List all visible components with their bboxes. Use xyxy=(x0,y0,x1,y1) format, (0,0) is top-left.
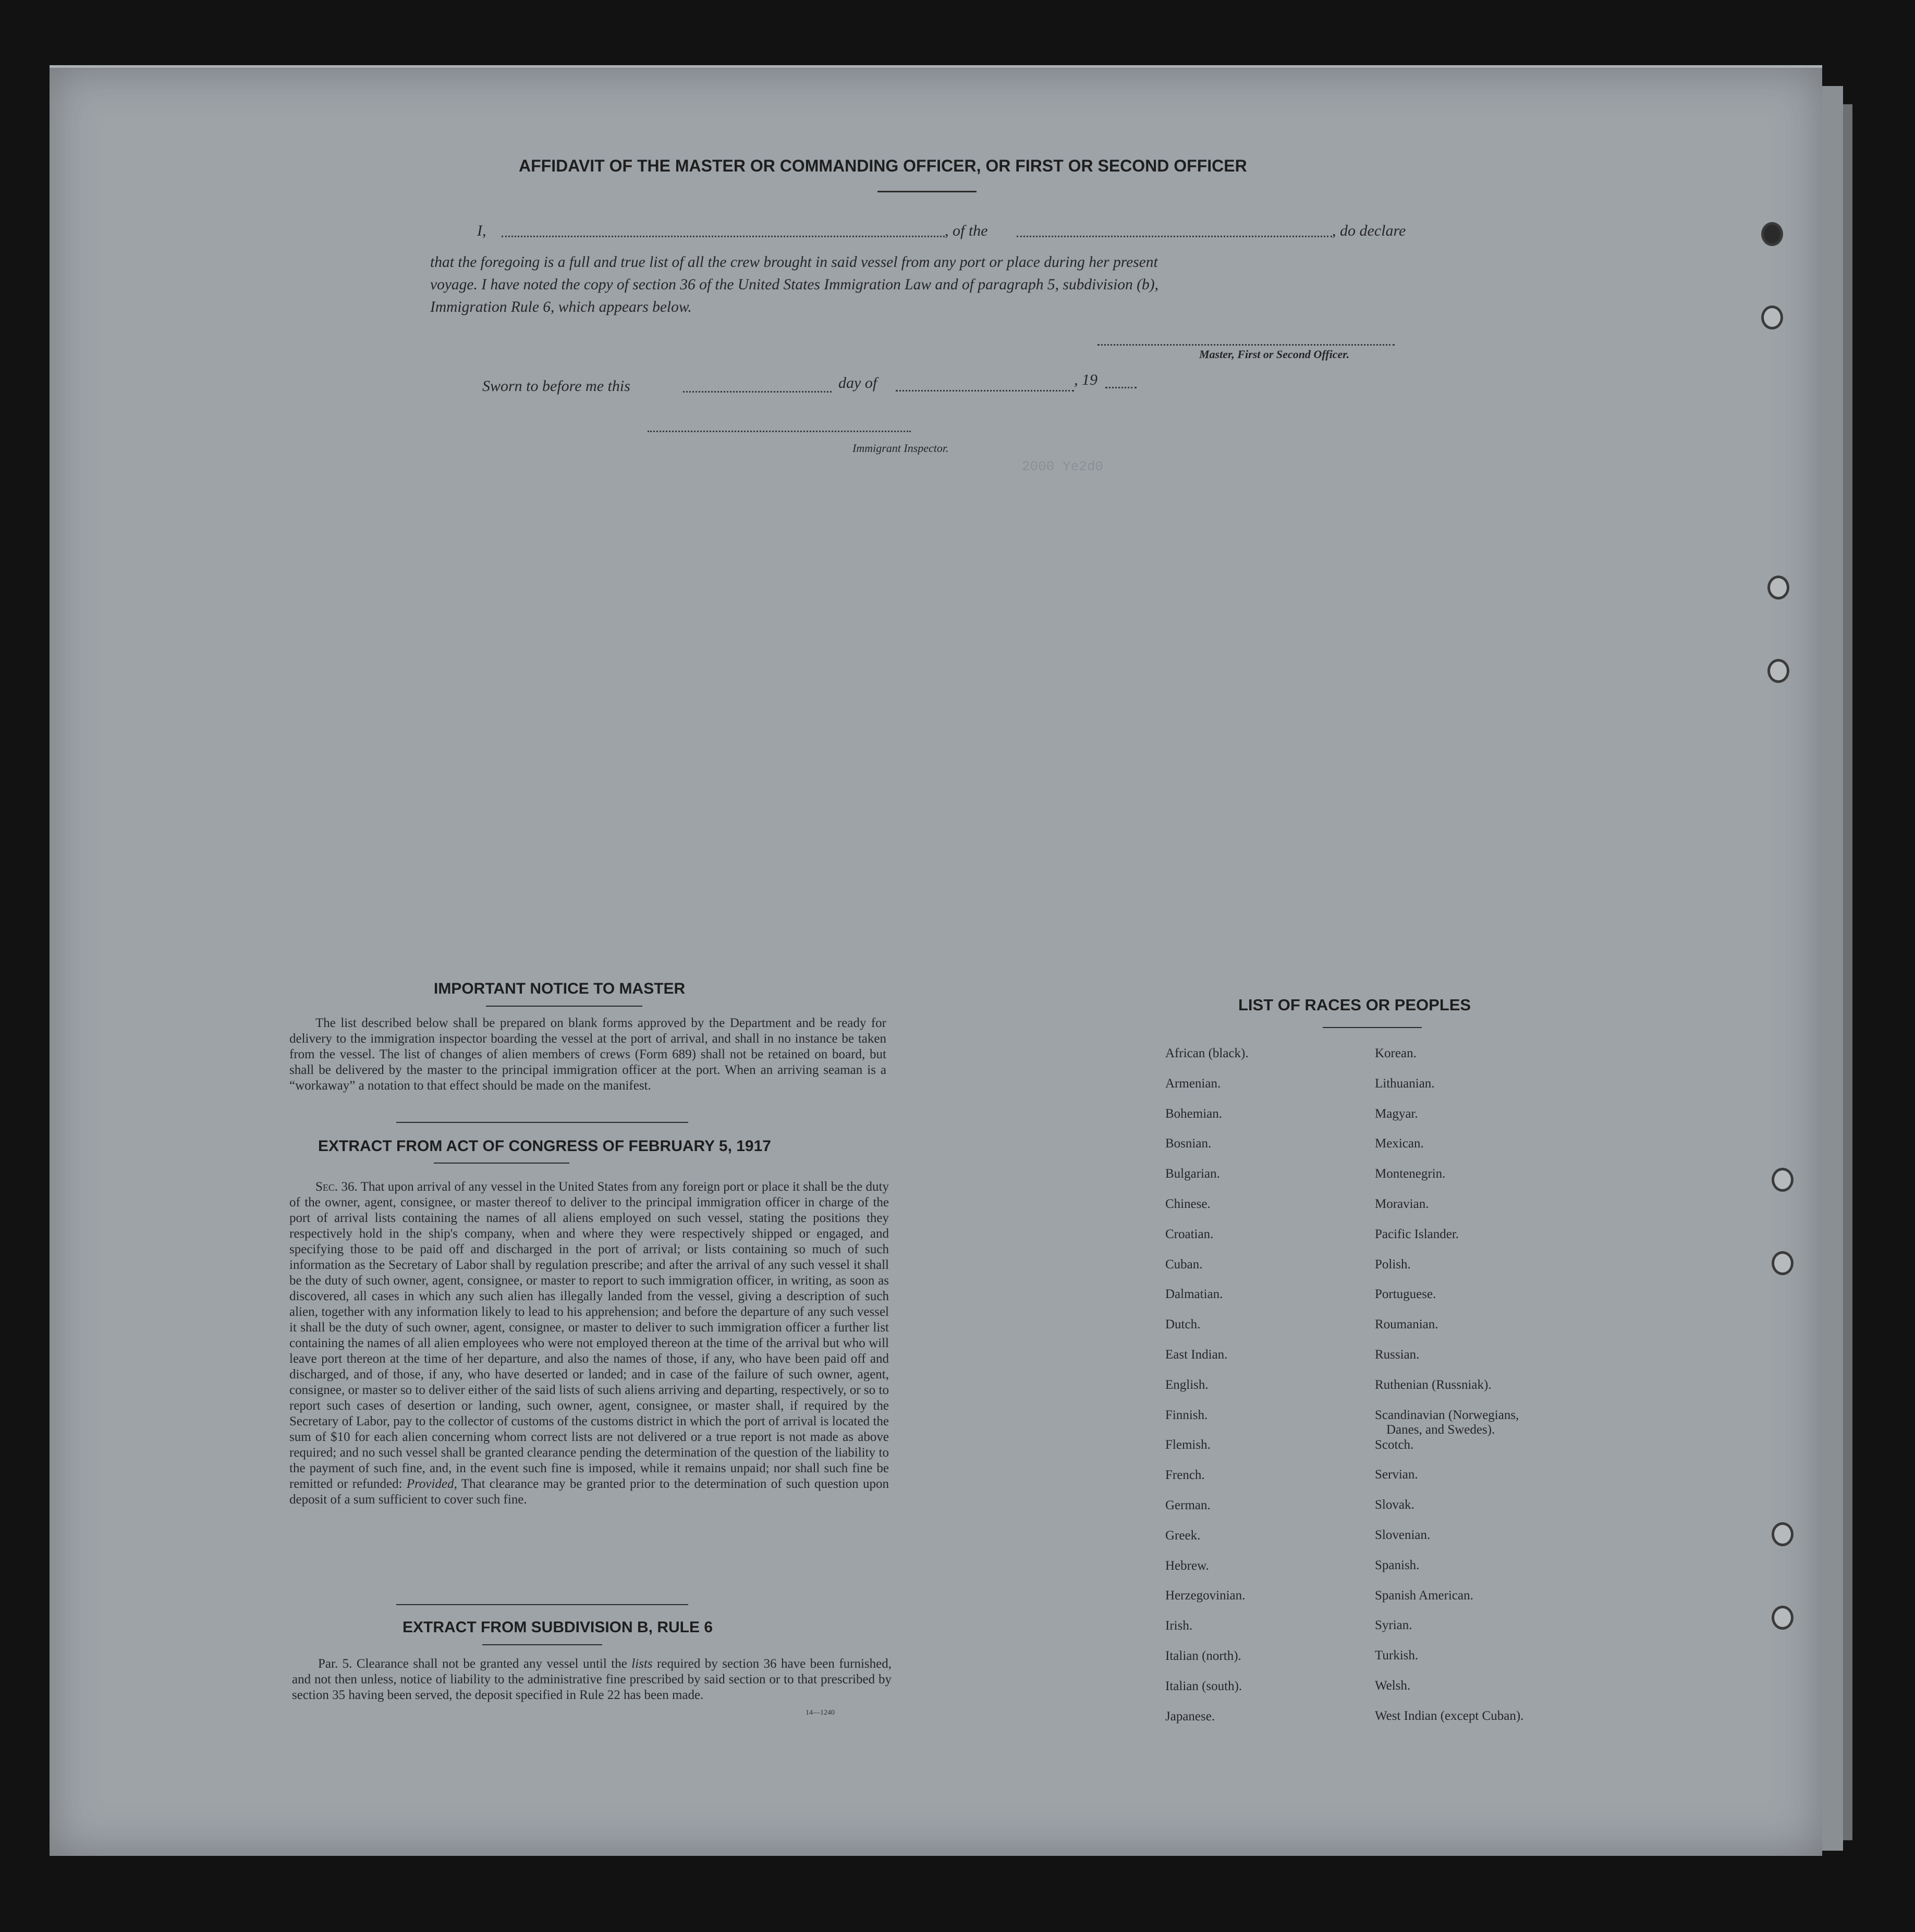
race-item: Korean. xyxy=(1375,1046,1417,1060)
race-item: Bosnian. xyxy=(1165,1136,1212,1151)
section-divider xyxy=(396,1122,688,1123)
master-signature-label: Master, First or Second Officer. xyxy=(1199,348,1350,361)
affidavit-line2: that the foregoing is a full and true list of all the crew brought in said vessel from any port or place during her present xyxy=(430,254,1158,271)
act-extract-title: EXTRACT FROM ACT OF CONGRESS OF FEBRUARY 5, 1917 xyxy=(318,1138,771,1155)
binder-hole-icon xyxy=(1772,1522,1794,1546)
race-item: Welsh. xyxy=(1375,1678,1411,1693)
race-item: Spanish. xyxy=(1375,1558,1420,1572)
paper-edge-shadow xyxy=(1843,104,1852,1840)
race-item: Irish. xyxy=(1165,1619,1193,1633)
race-item: Bulgarian. xyxy=(1165,1167,1220,1181)
rule-extract-title: EXTRACT FROM SUBDIVISION B, RULE 6 xyxy=(402,1619,713,1636)
name-blank[interactable] xyxy=(502,236,945,237)
rule-extract-text xyxy=(292,1656,892,1703)
sworn-day-blank[interactable] xyxy=(683,391,832,393)
race-item: Italian (south). xyxy=(1165,1679,1242,1693)
race-item: Croatian. xyxy=(1165,1227,1214,1241)
race-item: Polish. xyxy=(1375,1257,1411,1271)
sworn-year-blank[interactable] xyxy=(1105,387,1137,388)
race-item: Bohemian. xyxy=(1165,1106,1223,1121)
sworn-day-of: day of xyxy=(838,374,877,392)
binder-hole-icon xyxy=(1772,1168,1794,1192)
binder-hole-icon xyxy=(1761,222,1783,246)
affidavit-title: AFFIDAVIT OF THE MASTER OR COMMANDING OFFICER, OR FIRST OR SECOND OFFICER xyxy=(519,156,1247,175)
race-item: Spanish American. xyxy=(1375,1588,1473,1603)
sworn-prefix: Sworn to before me this xyxy=(482,377,630,395)
sworn-month-blank[interactable] xyxy=(896,390,1074,392)
race-item: Roumanian. xyxy=(1375,1317,1438,1332)
races-column-2 xyxy=(1375,1046,1523,1739)
race-item: Chinese. xyxy=(1165,1196,1211,1211)
race-item: Armenian. xyxy=(1165,1076,1221,1091)
race-item: Portuguese. xyxy=(1375,1287,1436,1302)
race-item: Slovak. xyxy=(1375,1498,1414,1512)
affidavit-line1-i: I, xyxy=(477,222,486,239)
section-label: Sec. 36. xyxy=(315,1180,358,1194)
section-36-end: That clearance may be granted prior to the determination of such question upon deposit of a sum sufficient to cover such fine. xyxy=(289,1477,889,1507)
race-item: Dalmatian. xyxy=(1165,1287,1223,1302)
race-item: Greek. xyxy=(1165,1528,1201,1543)
race-item: Hebrew. xyxy=(1165,1558,1209,1573)
race-item: Herzegovinian. xyxy=(1165,1588,1246,1603)
race-item: German. xyxy=(1165,1498,1211,1512)
race-item: Japanese. xyxy=(1165,1709,1215,1723)
act-extract-text xyxy=(289,1179,889,1508)
section-divider xyxy=(396,1604,688,1605)
races-column-1 xyxy=(1165,1046,1249,1739)
races-title: LIST OF RACES OR PEOPLES xyxy=(1238,996,1471,1014)
document-page xyxy=(50,68,1822,1856)
affidavit-line1-declare: , do declare xyxy=(1332,222,1406,239)
race-item: Turkish. xyxy=(1375,1648,1419,1663)
binder-hole-icon xyxy=(1772,1606,1794,1630)
races-title-underline xyxy=(1323,1027,1422,1028)
race-item: Scotch. xyxy=(1375,1437,1414,1452)
race-item: Ruthenian (Russniak). xyxy=(1375,1377,1492,1392)
race-item: West Indian (except Cuban). xyxy=(1375,1708,1524,1723)
affidavit-line3: voyage. I have noted the copy of section 36 of the United States Immigration Law and of paragraph 5, subdivision (b), xyxy=(430,276,1158,293)
vessel-blank[interactable] xyxy=(1017,236,1332,237)
affidavit-line1-of-the: , of the xyxy=(945,222,988,239)
binder-hole-icon xyxy=(1767,659,1789,683)
race-item: French. xyxy=(1165,1468,1205,1483)
notice-text: The list described below shall be prepared on blank forms approved by the Department and be ready for delivery to the immigration inspector boarding the vessel at the port of arrival, and shall in no instance be taken from the vessel. The list of changes of alien members of crews (Form 689) shall not be retained on board, but shall be delivered by the master to the principal immigration officer at the port. When an arriving seaman is a “workaway” a notation to that effect should be made on the manifest. xyxy=(289,1016,886,1093)
binder-hole-icon xyxy=(1767,576,1789,600)
race-item: Syrian. xyxy=(1375,1618,1412,1633)
par5-start: Par. 5. Clearance shall not be granted any vessel until the xyxy=(318,1657,627,1671)
rule-title-underline xyxy=(482,1644,602,1645)
title-underline xyxy=(877,191,977,192)
inspector-signature-label: Immigrant Inspector. xyxy=(852,442,949,455)
section-36-body: That upon arrival of any vessel in the United States from any foreign port or place it shall be the duty of the owner, agent, consignee, or master thereof to deliver to the principal immigration officer in charge of the port of arrival lists containing the names of all aliens employed on such vessel, stating the positions they respectively hold in the ship's company, when and where they were respectively shipped or engaged, and specifying those to be paid off and discharged in the port of arrival; or lists containing so much of such information as the Secretary of Labor shall by regulation prescribe; and after the arrival of any such vessel it shall be the duty of such owner, agent, consignee, or master to report to such immigration officer, in writing, as soon as discovered, all cases in which any such alien has illegally landed from the vessel, giving a description of such alien, together with any information likely to lead to his apprehension; and before the departure of any such vessel it shall be the duty of such owner, agent, consignee, or master to deliver to such immigration officer a further list containing the names of all alien employees who were not employed thereon at the time of the arrival but who will leave port thereon at the time of her departure, and also the names of those, if any, who have been paid off and discharged, and of those, if any, who have deserted or landed; and in case of the failure of such owner, agent, consignee, or master so to deliver either of the said lists of such aliens arriving and departing, respectively, or so to report such cases of desertion or landing, such owner, agent, consignee, or master shall, if required by the Secretary of Labor, pay to the collector of customs of the customs district in which the port of arrival is located the sum of $10 for each alien concerning whom correct lists are not delivered or a true report is not made as above required; and no such vessel shall be granted clearance pending the determination of the question of the liability to the payment of such fine, and, in the event such fine is imposed, while it remains unpaid; nor shall such fine be remitted or refunded: xyxy=(289,1180,889,1491)
race-item: Slovenian. xyxy=(1375,1527,1431,1542)
race-item: Mexican. xyxy=(1375,1136,1424,1151)
race-item: Scandinavian (Norwegians, xyxy=(1375,1408,1519,1422)
race-item: Montenegrin. xyxy=(1375,1167,1446,1181)
notice-title: IMPORTANT NOTICE TO MASTER xyxy=(434,980,686,997)
race-item: Dutch. xyxy=(1165,1317,1201,1332)
race-item: Italian (north). xyxy=(1165,1648,1241,1663)
inspector-signature-blank[interactable] xyxy=(648,431,911,432)
paper-edge xyxy=(1822,86,1843,1851)
race-item: Russian. xyxy=(1375,1347,1420,1362)
act-title-underline xyxy=(434,1163,569,1164)
binder-hole-icon xyxy=(1772,1251,1794,1275)
notice-title-underline xyxy=(486,1006,642,1007)
binder-hole-icon xyxy=(1761,305,1783,329)
race-item: Flemish. xyxy=(1165,1438,1211,1452)
race-item: Cuban. xyxy=(1165,1257,1203,1271)
race-item: English. xyxy=(1165,1377,1209,1392)
affidavit-line4: Immigration Rule 6, which appears below. xyxy=(430,299,692,315)
race-item: Finnish. xyxy=(1165,1408,1208,1422)
race-item: Danes, and Swedes). xyxy=(1386,1422,1495,1437)
race-item: Magyar. xyxy=(1375,1106,1418,1121)
race-item: Lithuanian. xyxy=(1375,1076,1435,1091)
lists-word: lists xyxy=(631,1657,653,1671)
race-item: Servian. xyxy=(1375,1468,1418,1482)
race-item: African (black). xyxy=(1165,1046,1249,1060)
form-number: 14—1240 xyxy=(806,1709,835,1717)
race-item: Moravian. xyxy=(1375,1196,1429,1211)
master-signature-blank[interactable] xyxy=(1097,344,1395,346)
race-item: Pacific Islander. xyxy=(1375,1227,1459,1241)
sworn-year: , 19 xyxy=(1074,371,1097,388)
provided-word: Provided, xyxy=(406,1477,457,1491)
bleedthrough-stamp: 2000 Ye2d0 xyxy=(1022,459,1104,474)
par5-end: required by section 36 have been furnished, and not then unless, notice of liability to the administrative fine prescribed by said section or to that prescribed by section 35 having been served, the deposit specified in Rule 22 has been made. xyxy=(292,1657,892,1702)
race-item: East Indian. xyxy=(1165,1347,1228,1362)
